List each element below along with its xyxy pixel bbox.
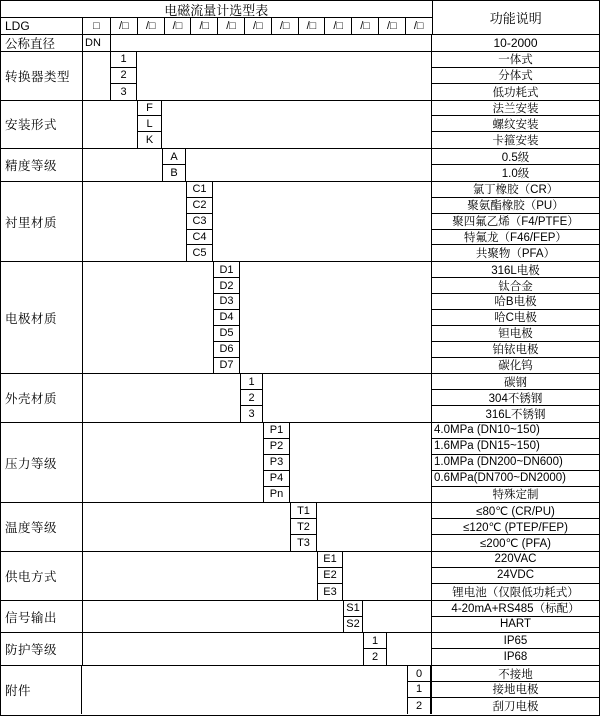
table-row: [83, 471, 599, 487]
group-9-label: 信号输出: [1, 601, 83, 633]
table-row: [83, 568, 599, 584]
code-cell: S1: [343, 601, 363, 617]
desc-cell: ≤80℃ (CR/PU): [431, 503, 599, 519]
group-8-body: [83, 552, 599, 600]
group-8-label: 供电方式: [1, 552, 83, 600]
code-cell: P2: [263, 439, 290, 455]
desc-cell: 钽电极: [431, 326, 599, 342]
selection-slot-box: /□: [245, 18, 272, 34]
dn-row-label: 公称直径: [1, 35, 83, 51]
spacer-cell: [83, 310, 213, 326]
filler-cell: [317, 519, 431, 535]
group-2-body: [83, 149, 599, 181]
desc-cell: 4.0MPa (DN10~150): [431, 423, 599, 439]
filler-cell: [317, 535, 431, 551]
code-cell: S2: [343, 617, 363, 633]
code-cell: P1: [263, 423, 290, 439]
table-row: [83, 52, 599, 68]
table-row: [83, 278, 599, 294]
filler-cell: [213, 214, 431, 230]
spacer-cell: [83, 342, 213, 358]
group-4-label: 电极材质: [1, 262, 83, 373]
selection-slot-box: /□: [218, 18, 245, 34]
desc-cell: 4-20mA+RS485（标配）: [431, 601, 599, 617]
group-10: [1, 633, 599, 666]
desc-cell: 316L电极: [431, 262, 599, 278]
table-row: [83, 390, 599, 406]
desc-cell: 接地电极: [431, 682, 599, 698]
table-row: [83, 68, 599, 84]
filler-cell: [240, 342, 431, 358]
desc-cell: 碳钢: [431, 374, 599, 390]
table-row: [83, 342, 599, 358]
spacer-cell: [82, 698, 407, 714]
code-cell: E3: [317, 584, 343, 600]
group-7-label: 温度等级: [1, 503, 83, 551]
code-cell: E2: [317, 568, 343, 584]
spacer-cell: [83, 230, 186, 246]
table-row: [83, 617, 599, 633]
filler-cell: [186, 149, 431, 165]
spacer-cell: [83, 455, 263, 471]
group-5: [1, 374, 599, 423]
selection-box: □: [83, 18, 111, 34]
table-row: [83, 535, 599, 551]
desc-cell: 锂电池（仅限低功耗式）: [431, 584, 599, 600]
function-column-header: [432, 1, 599, 34]
desc-cell: 1.6MPa (DN15~150): [431, 439, 599, 455]
code-cell: F: [137, 101, 162, 117]
filler-cell: [137, 84, 431, 100]
desc-cell: 220VAC: [431, 552, 599, 568]
group-1: [1, 101, 599, 150]
desc-cell: 316L不锈钢: [431, 406, 599, 422]
group-2: [1, 149, 599, 182]
spacer-cell: [83, 390, 240, 406]
table-row: [83, 230, 599, 246]
filler-cell: [213, 182, 431, 198]
dn-row: [1, 35, 599, 52]
desc-cell: 分体式: [431, 68, 599, 84]
spacer-cell: [83, 165, 162, 181]
table-row: [82, 682, 599, 698]
desc-cell: 一体式: [431, 52, 599, 68]
spacer-cell: [83, 182, 186, 198]
table-row: [83, 439, 599, 455]
spacer-cell: [83, 245, 186, 261]
group-9-body: [83, 601, 599, 633]
desc-cell: 铂铱电极: [431, 342, 599, 358]
group-7-body: [83, 503, 599, 551]
code-cell: D5: [213, 326, 240, 342]
desc-cell: 聚四氟乙烯（F4/PTFE）: [431, 214, 599, 230]
desc-cell: IP68: [431, 649, 599, 665]
code-cell: D7: [213, 358, 240, 374]
group-0: [1, 52, 599, 101]
selection-slot-box: /□: [111, 18, 138, 34]
table-row: [83, 262, 599, 278]
spacer-cell: [83, 487, 263, 503]
code-cell: 1: [240, 374, 263, 390]
table-row: [83, 149, 599, 165]
group-1-body: [83, 101, 599, 149]
code-cell: D2: [213, 278, 240, 294]
filler-cell: [137, 68, 431, 84]
group-1-label: 安装形式: [1, 101, 83, 149]
spacer-cell: [83, 535, 290, 551]
code-cell: C3: [186, 214, 213, 230]
selection-slot-box: /□: [138, 18, 165, 34]
filler-cell: [290, 439, 431, 455]
group-6-label: 压力等级: [1, 423, 83, 502]
desc-cell: ≤120℃ (PTEP/FEP): [431, 519, 599, 535]
desc-cell: 刮刀电极: [431, 698, 599, 714]
group-0-label: 转换器类型: [1, 52, 83, 100]
filler-cell: [317, 503, 431, 519]
code-cell: T2: [290, 519, 317, 535]
table-row: [83, 503, 599, 519]
code-cell: L: [137, 116, 162, 132]
dn-desc-cell: 10-2000: [431, 35, 599, 51]
desc-cell: 304不锈钢: [431, 390, 599, 406]
spacer-cell: [83, 503, 290, 519]
selection-slot-box: /□: [191, 18, 218, 34]
code-cell: D3: [213, 294, 240, 310]
code-cell: 3: [240, 406, 263, 422]
spacer-cell: [83, 294, 213, 310]
desc-cell: 不接地: [431, 666, 599, 682]
spacer-cell: [83, 617, 343, 633]
spacer-cell: [83, 471, 263, 487]
spacer-cell: [83, 568, 317, 584]
model-code-row: [1, 18, 432, 34]
table-row: [83, 649, 599, 665]
filler-cell: [240, 358, 431, 374]
filler-cell: [263, 374, 431, 390]
spacer-cell: [83, 278, 213, 294]
code-cell: D1: [213, 262, 240, 278]
code-cell: Pn: [263, 487, 290, 503]
code-cell: 1: [407, 682, 431, 698]
code-cell: T1: [290, 503, 317, 519]
table-row: [83, 101, 599, 117]
desc-cell: 哈B电极: [431, 294, 599, 310]
selection-slot-box: /□: [379, 18, 406, 34]
code-cell: 0: [407, 666, 431, 682]
filler-cell: [240, 310, 431, 326]
spacer-cell: [83, 68, 110, 84]
code-cell: C1: [186, 182, 213, 198]
filler-cell: [343, 584, 431, 600]
filler-cell: [213, 230, 431, 246]
spacer-cell: [83, 601, 343, 617]
filler-cell: [213, 245, 431, 261]
filler-cell: [111, 35, 431, 51]
group-8: [1, 552, 599, 601]
group-5-label: 外壳材质: [1, 374, 83, 422]
group-3-body: [83, 182, 599, 261]
selection-slot-box: /□: [165, 18, 192, 34]
selection-slot-box: /□: [352, 18, 379, 34]
group-0-body: [83, 52, 599, 100]
table-row: [83, 198, 599, 214]
group-10-body: [83, 633, 599, 665]
group-10-label: 防护等级: [1, 633, 83, 665]
group-7: [1, 503, 599, 552]
desc-cell: 聚氨酯橡胶（PU）: [431, 198, 599, 214]
table-row: [83, 294, 599, 310]
header-left: [1, 1, 432, 34]
spacer-cell: [83, 584, 317, 600]
code-cell: E1: [317, 552, 343, 568]
desc-cell: 特氟龙（F46/FEP）: [431, 230, 599, 246]
code-cell: D4: [213, 310, 240, 326]
spacer-cell: [83, 326, 213, 342]
filler-cell: [263, 406, 431, 422]
table-row: [83, 601, 599, 617]
code-cell: K: [137, 132, 162, 148]
group-4: [1, 262, 599, 374]
page-title: 电磁流量计选型表: [164, 2, 269, 18]
table-row: [83, 406, 599, 422]
spacer-cell: [83, 262, 213, 278]
table-row: [83, 182, 599, 198]
code-cell: 1: [110, 52, 137, 68]
spacer-cell: [83, 552, 317, 568]
group-11-body: [82, 666, 599, 714]
code-cell: C5: [186, 245, 213, 261]
code-cell: 2: [110, 68, 137, 84]
filler-cell: [363, 601, 431, 617]
group-3: [1, 182, 599, 262]
filler-cell: [240, 262, 431, 278]
desc-cell: 螺纹安装: [431, 116, 599, 132]
model-prefix-label: LDG: [1, 18, 83, 34]
function-header-label: 功能说明: [489, 11, 542, 26]
filler-cell: [290, 455, 431, 471]
desc-cell: 氯丁橡胶（CR）: [431, 182, 599, 198]
desc-cell: 钛合金: [431, 278, 599, 294]
group-rows: [1, 52, 599, 714]
desc-cell: ≤200℃ (PFA): [431, 535, 599, 551]
table-row: [83, 374, 599, 390]
dn-code-cell: DN: [83, 35, 111, 51]
code-cell: C4: [186, 230, 213, 246]
table-row: [83, 84, 599, 100]
filler-cell: [186, 165, 431, 181]
code-cell: T3: [290, 535, 317, 551]
table-row: [83, 326, 599, 342]
spacer-cell: [83, 649, 363, 665]
filler-cell: [263, 390, 431, 406]
spacer-cell: [83, 423, 263, 439]
filler-cell: [162, 101, 431, 117]
code-cell: 2: [363, 649, 387, 665]
group-3-label: 衬里材质: [1, 182, 83, 261]
filler-cell: [240, 326, 431, 342]
desc-cell: 1.0级: [431, 165, 599, 181]
code-cell: A: [162, 149, 186, 165]
spacer-cell: [82, 666, 407, 682]
table-row: [83, 552, 599, 568]
desc-cell: IP65: [431, 633, 599, 649]
table-row: [83, 165, 599, 181]
desc-cell: 低功耗式: [431, 84, 599, 100]
table-row: [82, 666, 599, 682]
filler-cell: [240, 294, 431, 310]
spacer-cell: [83, 358, 213, 374]
filler-cell: [290, 471, 431, 487]
desc-cell: 卡箍安装: [431, 132, 599, 148]
spacer-cell: [83, 374, 240, 390]
group-9: [1, 601, 599, 634]
desc-cell: 1.0MPa (DN200~DN600): [431, 455, 599, 471]
table-row: [83, 214, 599, 230]
spacer-cell: [83, 519, 290, 535]
table-row: [83, 519, 599, 535]
group-5-body: [83, 374, 599, 422]
desc-cell: 法兰安装: [431, 101, 599, 117]
filler-cell: [343, 552, 431, 568]
desc-cell: 共聚物（PFA）: [431, 245, 599, 261]
table-row: [83, 584, 599, 600]
code-cell: P3: [263, 455, 290, 471]
table-row: [83, 487, 599, 503]
code-cell: B: [162, 165, 186, 181]
filler-cell: [162, 116, 431, 132]
group-11: [1, 666, 599, 714]
filler-cell: [343, 568, 431, 584]
selection-slot-box: /□: [325, 18, 352, 34]
group-6: [1, 423, 599, 503]
table-header: [1, 1, 599, 35]
spacer-cell: [83, 633, 363, 649]
spacer-cell: [83, 116, 137, 132]
table-row: [83, 423, 599, 439]
code-cell: P4: [263, 471, 290, 487]
desc-cell: 哈C电极: [431, 310, 599, 326]
code-cell: 2: [407, 698, 431, 714]
code-cell: 2: [240, 390, 263, 406]
desc-cell: 24VDC: [431, 568, 599, 584]
spacer-cell: [83, 214, 186, 230]
desc-cell: 0.5级: [431, 149, 599, 165]
spacer-cell: [83, 439, 263, 455]
desc-cell: HART: [431, 617, 599, 633]
table-row: [83, 358, 599, 374]
filler-cell: [387, 633, 431, 649]
group-6-body: [83, 423, 599, 502]
group-4-body: [83, 262, 599, 373]
code-cell: D6: [213, 342, 240, 358]
table-row: [83, 310, 599, 326]
table-row: [83, 455, 599, 471]
table-row: [83, 132, 599, 148]
code-cell: C2: [186, 198, 213, 214]
filler-cell: [290, 423, 431, 439]
spacer-cell: [83, 149, 162, 165]
spacer-cell: [83, 132, 137, 148]
selection-slot-box: /□: [272, 18, 299, 34]
selection-slot-box: /□: [299, 18, 326, 34]
spacer-cell: [83, 101, 137, 117]
spacer-cell: [83, 406, 240, 422]
spacer-cell: [82, 682, 407, 698]
group-11-label: 附件: [1, 666, 82, 714]
code-cell: 1: [363, 633, 387, 649]
group-2-label: 精度等级: [1, 149, 83, 181]
code-cell: 3: [110, 84, 137, 100]
desc-cell: 特殊定制: [431, 487, 599, 503]
table-row: [83, 116, 599, 132]
title-row: [1, 1, 432, 18]
desc-cell: 碳化钨: [431, 358, 599, 374]
filler-cell: [363, 617, 431, 633]
filler-cell: [213, 198, 431, 214]
table-row: [83, 245, 599, 261]
spacer-cell: [83, 52, 110, 68]
table-row: [82, 698, 599, 714]
filler-cell: [387, 649, 431, 665]
table-row: [83, 633, 599, 649]
spacer-cell: [83, 198, 186, 214]
filler-cell: [290, 487, 431, 503]
selection-slot-box: /□: [413, 20, 424, 32]
desc-cell: 0.6MPa(DN700~DN2000): [431, 471, 599, 487]
spacer-cell: [83, 84, 110, 100]
filler-cell: [162, 132, 431, 148]
filler-cell: [137, 52, 431, 68]
filler-cell: [240, 278, 431, 294]
